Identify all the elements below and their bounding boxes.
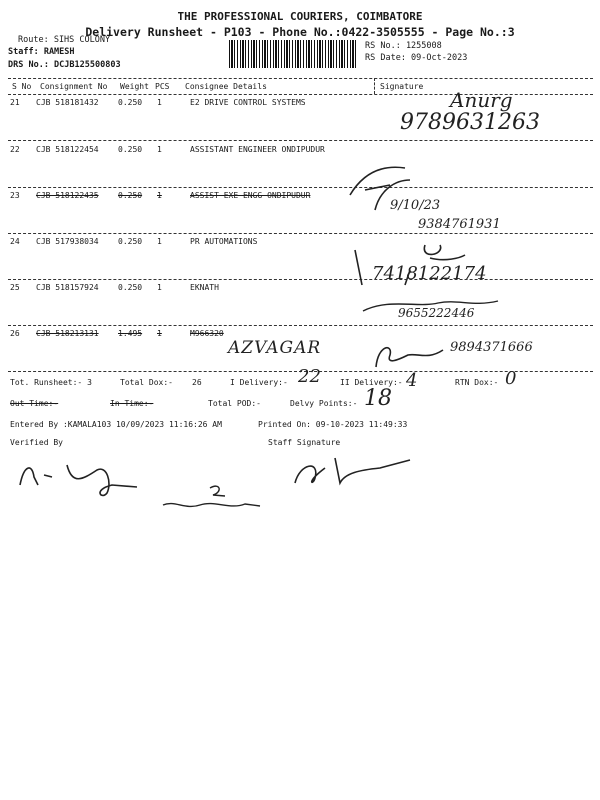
ii-delivery-value: 4 (406, 370, 418, 391)
col-signature: Signature (380, 82, 424, 91)
row-rule (8, 140, 593, 141)
cell-weight: 0.250 (118, 191, 143, 200)
total-dox-label: Total Dox:- (120, 378, 173, 387)
runsheet-subtitle: Delivery Runsheet - P103 - Phone No.:0422-3505555 - Page No.:3 (85, 25, 515, 39)
cell-weight: 0.250 (118, 237, 143, 246)
cell-pcs: 1 (157, 145, 162, 154)
out-time: Out Time:- (10, 399, 59, 408)
rs-number: RS No.: 1255008 (365, 41, 442, 51)
row-rule (8, 187, 593, 188)
col-pcs: PCS (155, 82, 170, 91)
cell-sno: 22 (10, 145, 20, 154)
cell-consignment: CJB 518181432 (36, 98, 99, 107)
ii-delivery-label: II Delivery:- (340, 378, 403, 387)
hand-row25-phone: 9655222446 (398, 306, 475, 320)
col-weight: Weight (120, 82, 149, 91)
total-dox-value: 26 (192, 378, 202, 387)
cell-pcs: 1 (157, 191, 162, 200)
rs-date: RS Date: 09-Oct-2023 (365, 53, 468, 63)
rtn-dox-value: 0 (505, 368, 517, 389)
cell-sno: 21 (10, 98, 20, 107)
cell-consignee: EKNATH (190, 283, 219, 292)
col-consignee: Consignee Details (185, 82, 267, 91)
cell-consignee: E2 DRIVE CONTROL SYSTEMS (190, 98, 306, 107)
cell-consignee: M966320 (190, 329, 224, 338)
col-sno: S No (12, 82, 32, 91)
staff-label: Staff: RAMESH (8, 47, 75, 57)
cell-sno: 25 (10, 283, 20, 292)
cell-consignment: CJB 518213131 (36, 329, 99, 338)
cell-consignment: CJB 518122454 (36, 145, 99, 154)
drs-number: DRS No.: DCJB125500803 (8, 60, 121, 70)
staff-signature-label: Staff Signature (268, 438, 341, 447)
cell-consignee: ASSISTANT ENGINEER ONDIPUDUR (190, 145, 325, 154)
cell-consignment: CJB 517938034 (36, 237, 99, 246)
cell-pcs: 1 (157, 98, 162, 107)
sign-row21: Anurg (450, 88, 513, 112)
cell-consignment: CJB 518157924 (36, 283, 99, 292)
printed-on: Printed On: 09-10-2023 11:49:33 (258, 420, 408, 429)
cell-pcs: 1 (157, 329, 162, 338)
cell-consignment: CJB 518122435 (36, 191, 99, 200)
hand-row26-phone: 9894371666 (450, 340, 533, 355)
signature-divider (374, 78, 375, 94)
hand-row23-date: 9/10/23 (390, 198, 441, 213)
staff-signature (285, 448, 415, 493)
hand-row21-phone: 9789631263 (400, 110, 540, 135)
row-rule (8, 233, 593, 234)
entered-by: Entered By :KAMALA103 10/09/2023 11:16:26 AM (10, 420, 222, 429)
cell-sno: 26 (10, 329, 20, 338)
cell-weight: 0.250 (118, 98, 143, 107)
table-top-rule (8, 78, 593, 79)
cell-weight: 0.250 (118, 145, 143, 154)
hand-row26-name: AZVAGAR (228, 338, 322, 358)
cell-weight: 1.495 (118, 329, 143, 338)
cell-pcs: 1 (157, 237, 162, 246)
company-title: THE PROFESSIONAL COURIERS, COIMBATORE (177, 10, 423, 23)
i-delivery-value: 22 (298, 366, 321, 387)
col-consignment: Consignment No (40, 82, 108, 91)
hand-row23-phone: 9384761931 (418, 217, 501, 232)
row-rule (8, 279, 593, 280)
cell-sno: 23 (10, 191, 20, 200)
cell-consignee: PR AUTOMATIONS (190, 237, 258, 246)
cell-sno: 24 (10, 237, 20, 246)
cell-pcs: 1 (157, 283, 162, 292)
verified-signature-2 (155, 480, 265, 520)
cell-weight: 0.250 (118, 283, 143, 292)
in-time: In Time:- (110, 399, 154, 408)
signature-row26 (368, 335, 458, 375)
cell-consignee: ASSIST EXE ENGG ONDIPUDUR (190, 191, 311, 200)
total-pod: Total POD:- (208, 399, 261, 408)
row-rule (8, 325, 593, 326)
barcode-image (229, 40, 357, 68)
rtn-dox-label: RTN Dox:- (455, 378, 499, 387)
delvy-points-value: 18 (364, 386, 392, 411)
route-label: Route: SIHS COLONY (18, 35, 111, 45)
verified-by-label: Verified By (10, 438, 63, 447)
i-delivery-label: I Delivery:- (230, 378, 288, 387)
hand-row24-phone: 7418122174 (372, 263, 487, 284)
verified-signature (12, 455, 142, 500)
tot-runsheet: Tot. Runsheet:- 3 (10, 378, 92, 387)
delvy-points-label: Delvy Points:- (290, 399, 358, 408)
